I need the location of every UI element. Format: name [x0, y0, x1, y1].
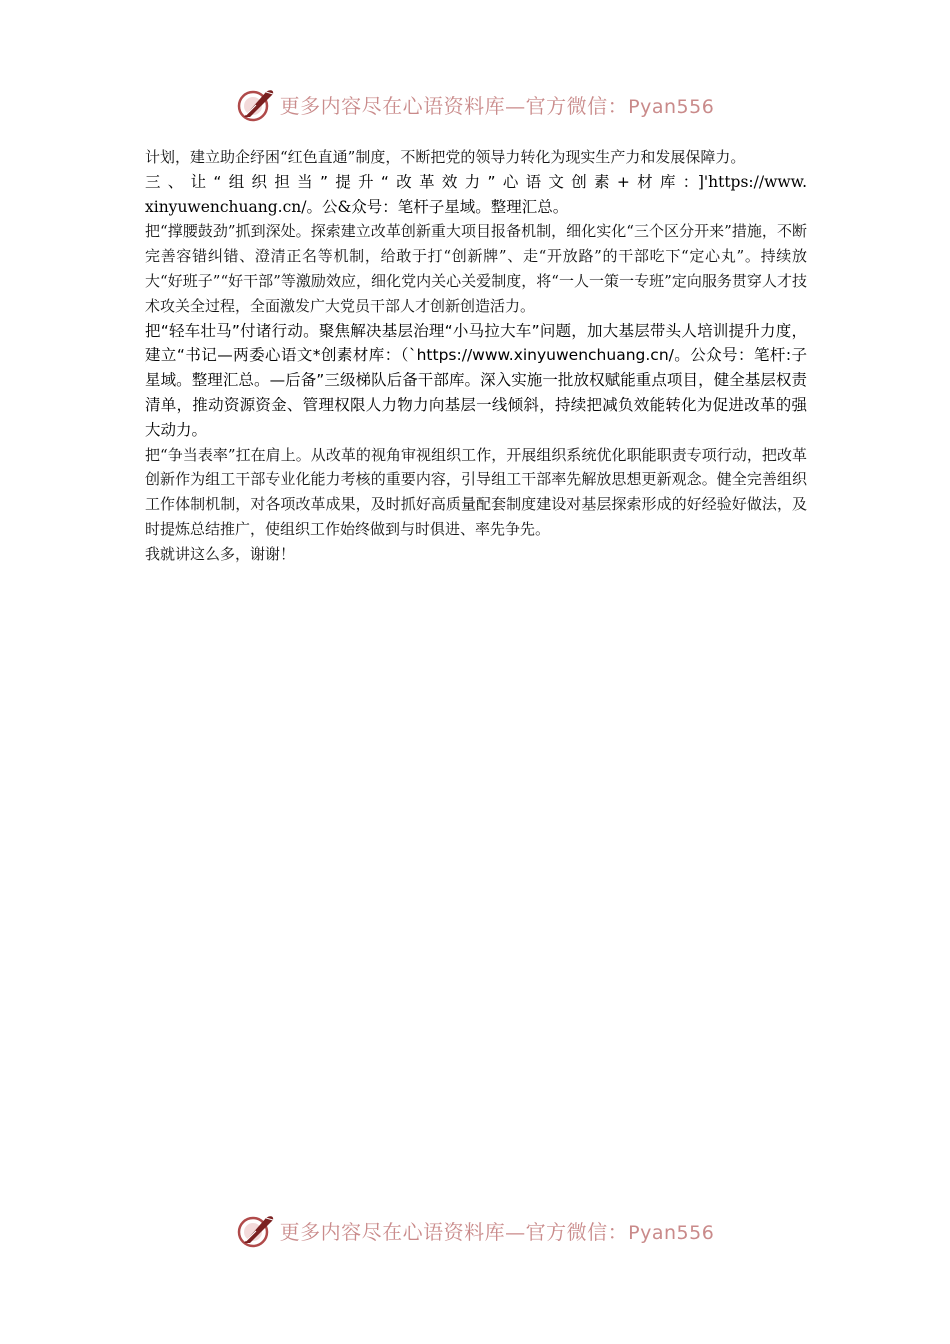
footer-banner-text: 更多内容尽在心语资料库—官方微信：Pyan556 [279, 1219, 715, 1244]
paragraph-1: 计划，建立助企纾困“红色直通”制度，不断把党的领导力转化为现实生产力和发展保障力。 [145, 148, 746, 166]
closing-remark: 我就讲这么多，谢谢！ [145, 544, 296, 563]
section-heading-title: 三、让“组织担当”提升“改革效力”心语文创素+材库： [145, 172, 698, 191]
section-heading-source: ]'https://www.xinyuwenchuang.cn/。公&众号：笔杆子星域。整理汇总。 [145, 172, 807, 216]
footer-banner [0, 1208, 950, 1252]
paragraph-2: 把“撑腰鼓劲”抓到深处。探索建立改革创新重大项目报备机制，细化实化“三个区分开来”措施，不断完善容错纠错、澄清正名等机制，给敢于打“创新牌”、走“开放路”的干部吃下“定心丸”。持续放大“好班子”“好干部”等激励效应，细化党内关心关爱制度，将“一人一策一专班”定向服务贯穿人才技术攻关全过程，全面激发广大党员干部人才创新创造活力。 [145, 222, 807, 315]
section-heading [145, 170, 807, 220]
header-banner [0, 82, 950, 126]
paragraph-3-lead: 把“轻车壮马”付诸行动。聚焦解决基层治理“小马拉大车”问题，加大基层带头人培训提升力度，建立“书记—两委心语文*创素材库： [145, 321, 807, 365]
paragraph-4: 把“争当表率”扛在肩上。从改革的视角审视组织工作，开展组织系统优化职能职责专项行动，把改革创新作为组工干部专业化能力考核的重要内容，引导组工干部率先解放思想更新观念。健全完善组织工作体制机制，对各项改革成果，及时抓好高质量配套制度建设对基层探索形成的好经验好做法，及时提炼总结推广，使组织工作始终做到与时俱进、率先争先。 [145, 445, 807, 538]
paragraph-3 [145, 319, 807, 443]
quill-pen-logo-icon [236, 1210, 276, 1250]
header-banner-text: 更多内容尽在心语资料库—官方微信：Pyan556 [279, 93, 715, 118]
paragraph-3-rest: （`https://www.xinyuwenchuang.cn/。公众号：笔杆:子星域。整理汇总。—后备”三级梯队后备干部库。深入实施一批放权赋能重点项目，健全基层权责清单，推动资源资金、管理权限人力物力向基层一线倾斜，持续把减负效能转化为促进改革的强大动力。 [145, 346, 807, 439]
quill-pen-logo-icon [236, 84, 276, 124]
document-body [145, 145, 807, 567]
